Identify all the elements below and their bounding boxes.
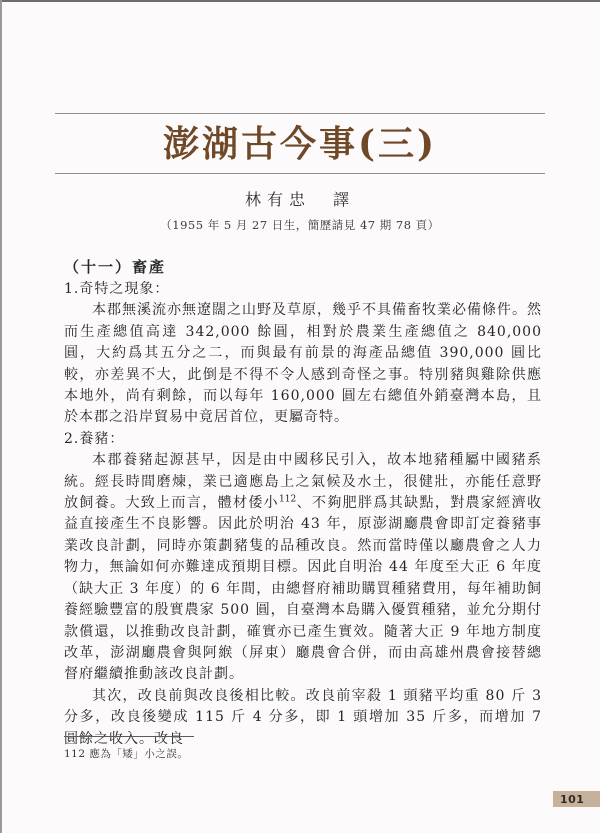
paragraph-2-text-cont: 、不夠肥胖爲其缺點，對農家經濟收益直接產生不良影響。因此於明治 43 年，原澎湖廳農會即訂定養豬事業改良計劃，同時亦策劃豬隻的品種改良。然而當時僅以廳農會之人力物力，無論如何亦難達成預期目標。因此自明治 44 年度至大正 6 年度（缺大正 3 年度）的 6 年間，由總督府補助購買種豬費用，每年補助飼養經驗豐富的殷實農家 500 圓，自臺灣本島購入優質種豬，並允分期付款償還，以推動改良計劃，確實亦已產生實效。隨著大正 9 年地方制度改革，澎湖廳農會與阿緱（屏東）廳農會合併，而由高雄州農會接替總督府繼續推動該改良計劃。 [64,495,543,683]
title-rule-top [55,113,545,114]
paragraph-1: 本郡無溪流亦無遼闊之山野及草原，幾乎不具備畜牧業必備條件。然而生產總值高達 342,000 餘圓，相對於農業生產總值之 840,000 圓，大約爲其五分之二，而與最有前景的海產品總值 390,000 圓比較，亦差異不大，此倒是不得不令人感到奇怪之事。特別豬與雞除供應本地外，尚有剩餘，而以每年 160,000 圓左右總值外銷臺灣本島，且於本郡之沿岸貿易中竟居首位，更屬奇特。 [64,302,542,426]
scan-edge-left [0,0,2,833]
article-title: 澎湖古今事(三) [162,123,438,165]
section-heading: （十一）畜產 [64,258,167,276]
footnote-rule [64,736,194,737]
footnote-ref-112: 112 [279,494,297,505]
author-note: （1955 年 5 月 27 日生，簡歷請見 47 期 78 頁） [160,218,440,232]
footnote-text: 112 應為「矮」小之誤。 [64,748,189,760]
paragraph-3: 其次，改良前與改良後相比較。改良前宰殺 1 頭豬平均重 80 斤 3 分多，改良後變成 115 斤 4 分多，即 1 頭增加 35 斤多，而增加 7 圓餘之收入。改良 [64,687,542,747]
paragraph-2 [64,450,542,685]
author-line: 林有忠 譯 [244,190,355,209]
article-header [55,0,545,233]
footnote-area [64,736,542,761]
paragraph-2-text: 本郡養豬起源甚早，因是由中國移民引入，故本地豬種屬中國豬系統。經長時間磨煉，業已適應島上之氣候及水土，很健壯，亦能任意野放飼養。大致上而言，體材倭小 [64,452,542,512]
page-number-band [553,791,600,807]
article-body [64,256,542,750]
page-number: 101 [560,792,585,806]
subsection-2-label: 2.養豬： [64,430,125,447]
subsection-1-label: 1.奇特之現象： [64,281,170,297]
title-rule-bottom [55,173,545,174]
